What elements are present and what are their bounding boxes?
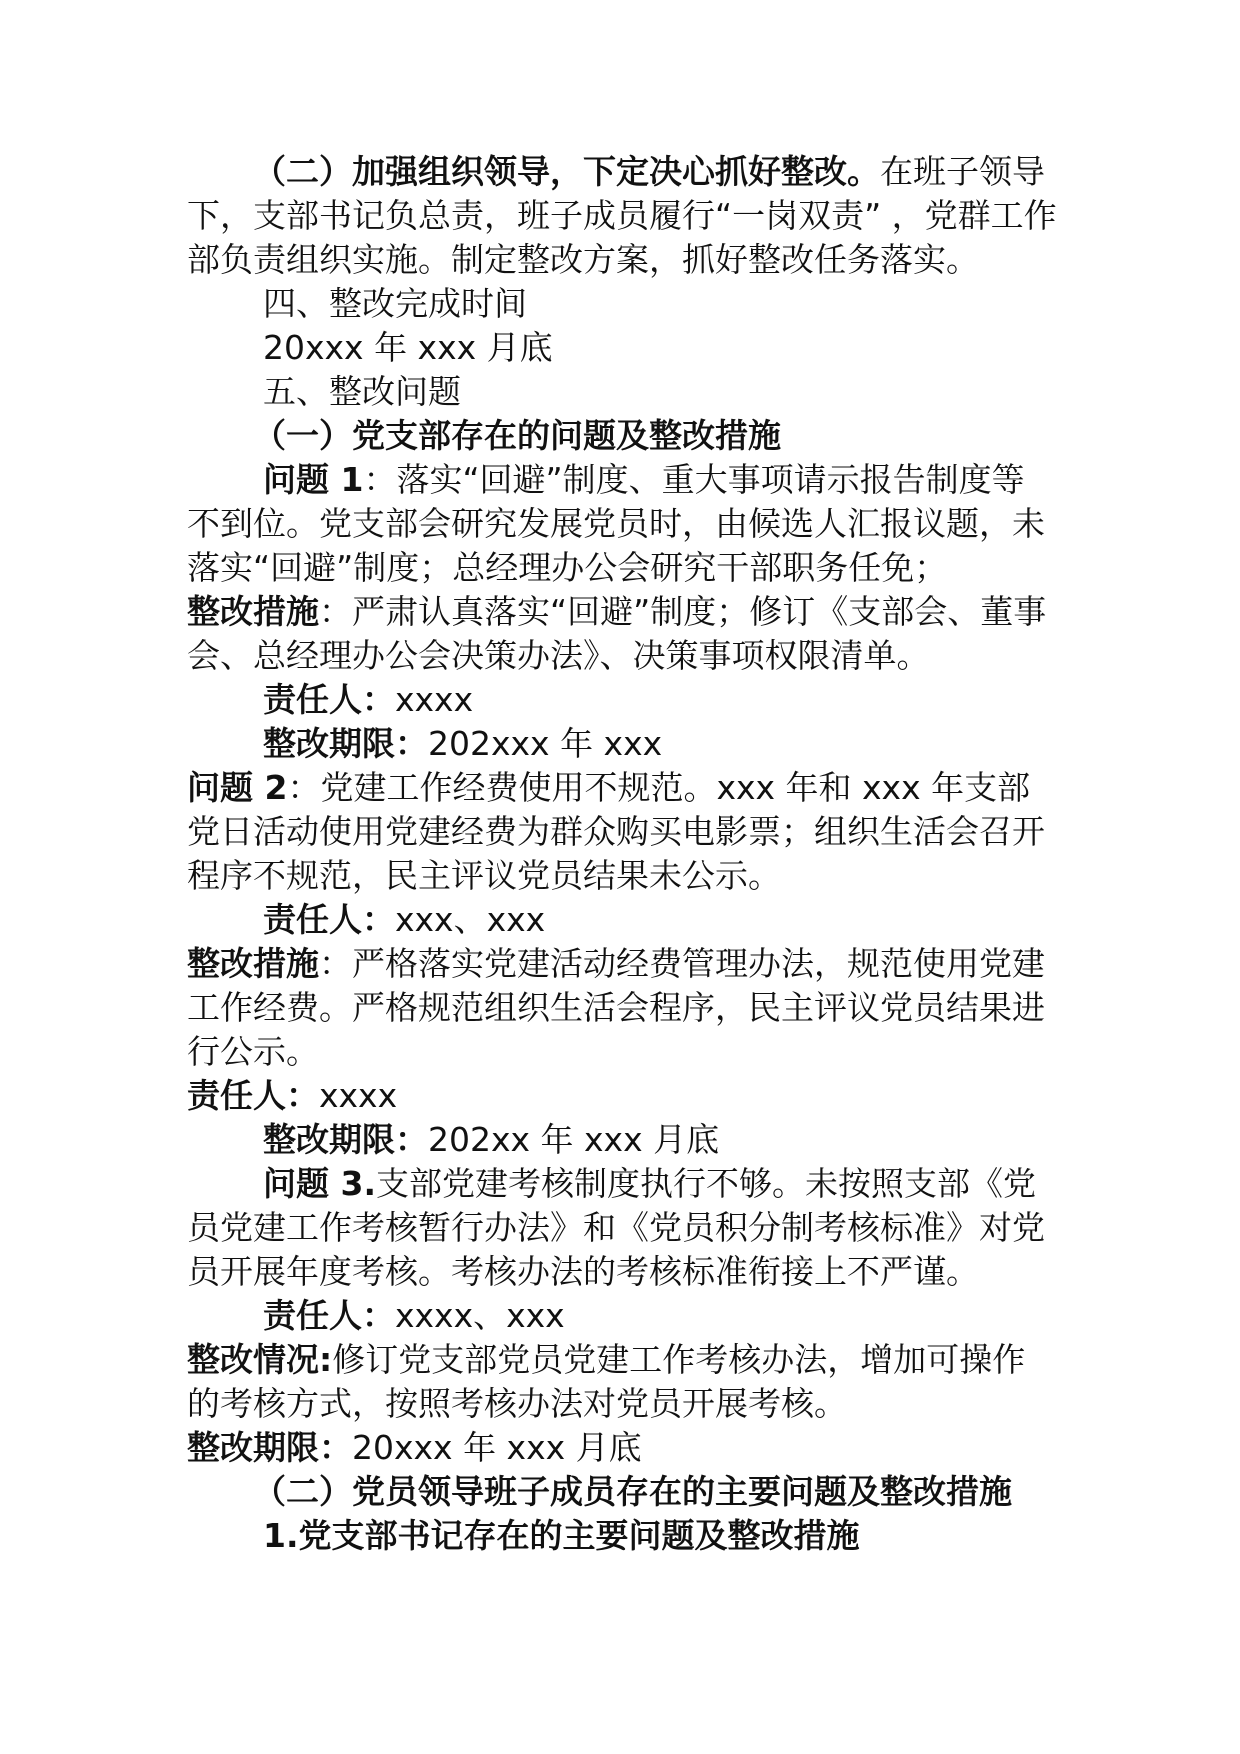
issue-1-measures (187, 590, 1057, 678)
issue-text: ：落实“回避”制度、重大事项请示报告制度等不到位。党支部会研究发展党员时，由候选人汇报议题，未落实“回避”制度；总经理办公会研究干部职务任免； (187, 460, 1045, 587)
deadline-label: 整改期限： (187, 1428, 352, 1467)
issue-label: 问题 3. (263, 1164, 376, 1203)
subsection-title-leadership-issues: （二）党员领导班子成员存在的主要问题及整改措施 (253, 1472, 1012, 1511)
subsection-title-branch-issues: （一）党支部存在的问题及整改措施 (253, 416, 781, 455)
measure-text: ：严格落实党建活动经费管理办法，规范使用党建工作经费。严格规范组织生活会程序，民主评议党员结果进行公示。 (187, 944, 1045, 1071)
issue-1-owner (187, 678, 1057, 722)
status-text: 修订党支部党员党建工作考核办法，增加可操作的考核方式，按照考核办法对党员开展考核。 (187, 1340, 1026, 1423)
deadline-label: 整改期限： (263, 724, 428, 763)
paragraph-heading: （二）加强组织领导，下定决心抓好整改。 (253, 152, 880, 191)
issue-3-deadline (187, 1426, 1057, 1470)
owner-label: 责任人： (187, 1076, 319, 1115)
issue-text: ：党建工作经费使用不规范。xxx 年和 xxx 年支部党日活动使用党建经费为群众购买电影票；组织生活会召开程序不规范，民主评议党员结果未公示。 (187, 768, 1045, 895)
issue-1 (187, 458, 1057, 590)
section-title-completion-time: 四、整改完成时间 (263, 284, 527, 323)
measure-label: 整改措施 (187, 944, 319, 983)
deadline-value: 202xxx 年 xxx (428, 724, 663, 763)
completion-time-value: 20xxx 年 xxx 月底 (263, 328, 553, 367)
issue-2-deadline (187, 1118, 1057, 1162)
issue-3-owner (187, 1294, 1057, 1338)
owner-value: xxxx (395, 680, 474, 719)
measure-text: ：严肃认真落实“回避”制度；修订《支部会、董事会、总经理办公会决策办法》、决策事项权限清单。 (187, 592, 1047, 675)
issue-2-owner (187, 898, 1057, 942)
issue-2-measures (187, 942, 1057, 1074)
deadline-value: 202xx 年 xxx 月底 (428, 1120, 720, 1159)
issue-label: 问题 2 (187, 768, 288, 807)
issue-2 (187, 766, 1057, 898)
status-label: 整改情况: (187, 1340, 333, 1379)
issue-text: 支部党建考核制度执行不够。未按照支部《党员党建工作考核暂行办法》和《党员积分制考核标准》对党员开展年度考核。考核办法的考核标准衔接上不严谨。 (187, 1164, 1045, 1291)
owner-value: xxx、xxx (395, 900, 546, 939)
subsection-item-secretary: 1.党支部书记存在的主要问题及整改措施 (263, 1516, 860, 1555)
owner-value: xxxx、xxx (395, 1296, 565, 1335)
issue-3-status (187, 1338, 1057, 1426)
issue-1-deadline (187, 722, 1057, 766)
deadline-value: 20xxx 年 xxx 月底 (352, 1428, 642, 1467)
owner-value: xxxx (319, 1076, 398, 1115)
paragraph-leadership (187, 150, 1057, 282)
issue-2-owner-second (187, 1074, 1057, 1118)
section-title-issues: 五、整改问题 (263, 372, 461, 411)
measure-label: 整改措施 (187, 592, 319, 631)
deadline-label: 整改期限： (263, 1120, 428, 1159)
paragraph-text: 在班子领导下，支部书记负总责，班子成员履行“一岗双责” ，党群工作部负责组织实施。制定整改方案，抓好整改任务落实。 (187, 152, 1057, 279)
owner-label: 责任人： (263, 900, 395, 939)
owner-label: 责任人： (263, 1296, 395, 1335)
issue-label: 问题 1 (263, 460, 364, 499)
document-body (187, 150, 1057, 1558)
owner-label: 责任人： (263, 680, 395, 719)
issue-3 (187, 1162, 1057, 1294)
